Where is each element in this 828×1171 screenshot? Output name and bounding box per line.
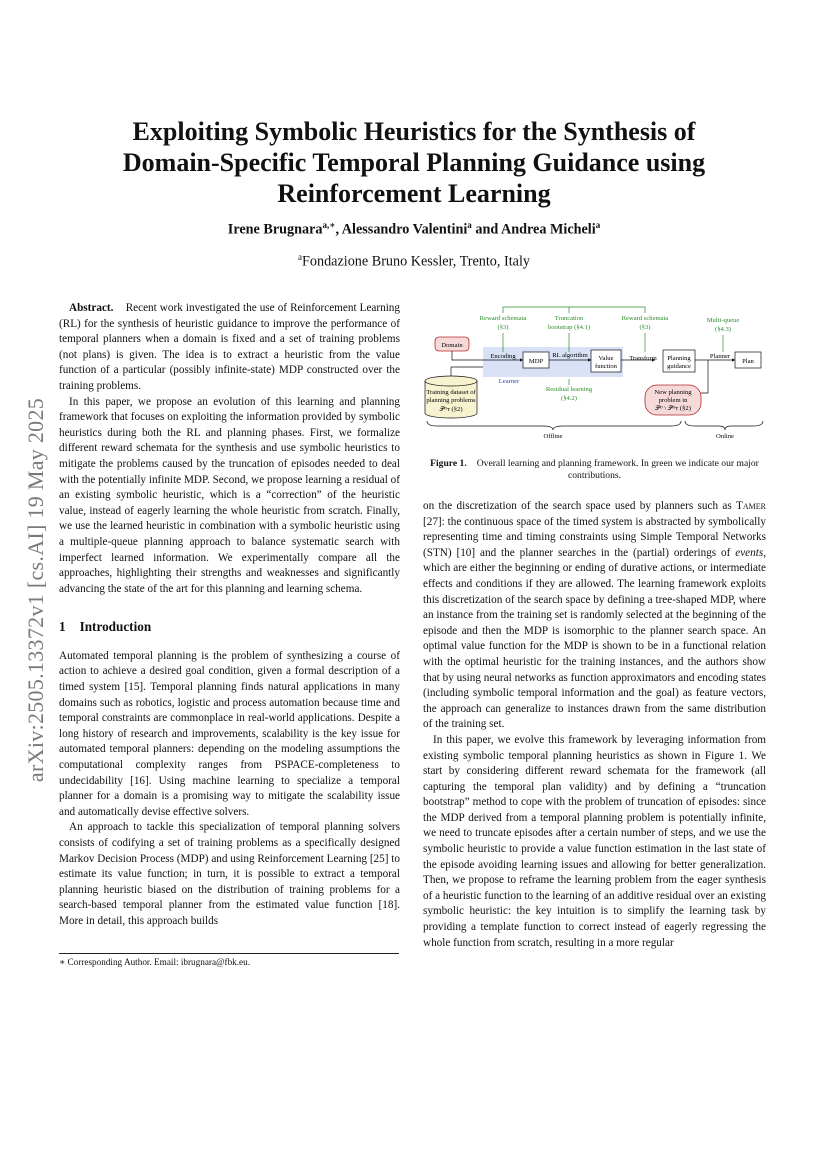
online-bracket [685, 421, 763, 430]
paper-title [0, 116, 828, 209]
planner-label: Planner [709, 353, 731, 360]
caption-label: Figure 1. [430, 458, 467, 469]
author-name: Andrea Micheli [500, 221, 596, 238]
figure-caption [423, 458, 766, 482]
author-name: Alessandro Valentini [341, 221, 468, 238]
abstract-paragraph [59, 301, 400, 395]
residual-ref-label: (§4.2) [561, 395, 577, 402]
label-truncation: Truncation [554, 315, 584, 322]
body-text: [27]: the continuous space of the timed system is abstracted by symbolically representing time and timing constraints using Simple Temporal Networks (STN) [10] and the planner searches in the (partial) orderings of [423, 515, 766, 559]
offline-label: Offline [543, 433, 563, 440]
offline-bracket [427, 421, 681, 430]
domain-label: Domain [441, 342, 463, 349]
label-reward-schemata-2: Reward schemata [621, 315, 669, 322]
abstract-paragraph: In this paper, we propose an evolution of this learning and planning framework that focuses on exploiting the information provided by symbolic heuristics during both the RL and planning phases. First, we formalize different reward schemata for the synthesis and use symbolic heuristics to mitigate the problems caused by the truncation of episodes needed to deal with the potentially infinite MDP. Second, we propose learning a residual of an existing symbolic heuristic, which is a “correction” of the heuristic value, instead of eagerly learning the whole heuristic from scratch. Finally, we use the learned heuristic in combination with a symbolic heuristic using a multiple-queue planning approach to balance systematic search with imperfect learned information. We experimentally compare all the approaches, highlighting their strengths and weaknesses and significantly advancing the state of the art for this planning and learning schema. [59, 395, 400, 595]
label-bootstrap: bootstrap (§4.1) [547, 324, 591, 331]
body-text: on the discretization of the search space used by planners such as [423, 500, 732, 512]
author-separator: , [335, 221, 342, 238]
mdp-label: MDP [528, 358, 544, 365]
right-column [423, 499, 766, 951]
arxiv-identifier: arXiv:2505.13372v1 [cs.AI] 19 May 2025 [23, 397, 48, 783]
author-affil-marker: a [467, 220, 472, 230]
title-line-3: Reinforcement Learning [277, 179, 551, 208]
label-ref-s43: (§4.3) [715, 326, 731, 333]
arxiv-sidebar [22, 340, 50, 840]
footnote-divider [59, 953, 399, 954]
guidance-label: guidance [667, 363, 691, 370]
new-problem-line1: New planning [654, 389, 692, 396]
encoding-label: Encoding [490, 353, 516, 360]
body-paragraph: Automated temporal planning is the problem of synthesizing a course of action to achieve a desired goal condition, given a formal description of a timed system [15]. Temporal planning finds natural applications in many domains such as robotics, logistic and process automation because time and temporal constraints are commonplace in real-world applications. Despite a long history of research and improvements, scalability is the key issue for automated temporal planners: depending on the modeling assumptions the computational complexity ranges from PSPACE-completeness to undecidability [16]. Using machine learning to specialize a temporal planner for a domain is a promising way to mitigate the scalability issue and automatically devise effective solvers. [59, 649, 400, 818]
value-label: Value [598, 355, 614, 362]
rl-algorithm-label: RL algorithm [552, 352, 588, 359]
training-dataset-line1: Training dataset of [426, 389, 476, 396]
training-dataset-line2: planning problems [426, 397, 476, 404]
author-affil-marker: a [595, 220, 601, 230]
caption-text: Overall learning and planning framework. In green we indicate our major contributions. [476, 458, 759, 481]
title-line-1: Exploiting Symbolic Heuristics for the Synthesis of [132, 117, 696, 146]
body-paragraph: An approach to tackle this specialization of temporal planning solvers consists of codifying a set of training problems as a specifically designed Markov Decision Process (MDP) and using Reinforcement Learning [25] to estimate its value function; in turn, it is possible to extract a temporal planning heuristic biased on the distribution of training problems for a search-based temporal planner from the estimated value function [18]. More in detail, this approach builds [59, 821, 400, 927]
learner-label: Learner [498, 378, 520, 385]
transform-label: Transform [629, 355, 657, 362]
abstract-text: Recent work investigated the use of Reinforcement Learning (RL) for the synthesis of heuristic guidance to improve the performance of temporal planners when a domain is fixed and a set of training problems (not plans) is given. The idea is to extract a heuristic from the value function of a particular (possibly infinite-state) MDP constructed over the training problems. [59, 302, 400, 392]
tamer-name: Tamer [736, 500, 766, 512]
affiliation [0, 252, 828, 271]
title-line-2: Domain-Specific Temporal Planning Guidance using [122, 148, 706, 177]
planning-label: Planning [667, 355, 691, 362]
author-name: Irene Brugnara [227, 221, 323, 238]
label-multi-queue: Multi-queue [706, 317, 740, 324]
new-problem-line2: problem in [658, 397, 688, 404]
framework-figure [423, 305, 766, 445]
section-heading [59, 619, 400, 635]
footnote: ∗ Corresponding Author. Email: ibrugnara@fbk.eu. [59, 957, 251, 967]
section-number: 1 [59, 619, 66, 635]
events-term: events [735, 546, 764, 559]
label-reward-schemata-1: Reward schemata [479, 315, 527, 322]
affiliation-text: Fondazione Bruno Kessler, Trento, Italy [302, 253, 530, 270]
author-list [0, 220, 828, 239]
body-paragraph: In this paper, we evolve this framework by leveraging information from existing symbolic temporal planning heuristics as shown in Figure 1. We start by considering different reward schemata for the framework (all capturing the temporal plan validity) and by defining a “truncation bootstrap” method to cope with the problem of truncation of episodes: since the MDP derived from a temporal planning problem is potentially infinite, we need to truncate episodes after a certain number of steps, and we use the symbolic heuristic to provide a value function estimation in the last state of the episode avoiding learning issues and allowing for better generalization. Then, we propose to reframe the learning problem from the eager synthesis of a heuristic function to the learning of an additive residual over an existing symbolic heuristic: the key intuition is to simplify the learning task by providing a template function to correct instead of eagerly regressing the whole function from scratch, resulting in a more regular [423, 733, 766, 949]
new-problem-line3: 𝒫ᴰ \ 𝒫ᴰᴛ (§2) [655, 405, 691, 412]
training-dataset-line3: 𝒫ᴰᴛ (§2) [439, 406, 463, 413]
plan-label: Plan [742, 358, 754, 365]
online-label: Online [716, 433, 734, 440]
body-paragraph [423, 499, 766, 733]
residual-learning-label: Residual learning [545, 386, 593, 393]
function-label: function [595, 363, 617, 370]
label-ref-s3-2: (§3) [639, 324, 651, 331]
body-text: , which are either the beginning or ending of durative actions, or intermediate effects and conditions if they are allowed. The learning framework exploits this discretization of the search space by defining a tree-shaped MDP, where an instance from the training set is randomly selected at the beginning of the episode and then the MDP is isomorphic to the planner search space. An optimal value function for the MDP is shown to be in a functional relation with the optimal heuristic for the training instances, and the authors show that by using neural networks as function approximators and encoding states (including symbolic temporal information and the goal) as feature vectors, the approach can generalize to instances drawn from the same distribution of the training set. [423, 546, 766, 731]
affiliation-marker: a [298, 252, 302, 262]
author-separator: and [471, 221, 501, 238]
label-ref-s3-1: (§3) [497, 324, 509, 331]
left-column [59, 301, 400, 930]
author-affil-marker: a,∗ [322, 220, 336, 230]
abstract-label: Abstract. [69, 302, 114, 314]
section-title: Introduction [79, 619, 152, 635]
